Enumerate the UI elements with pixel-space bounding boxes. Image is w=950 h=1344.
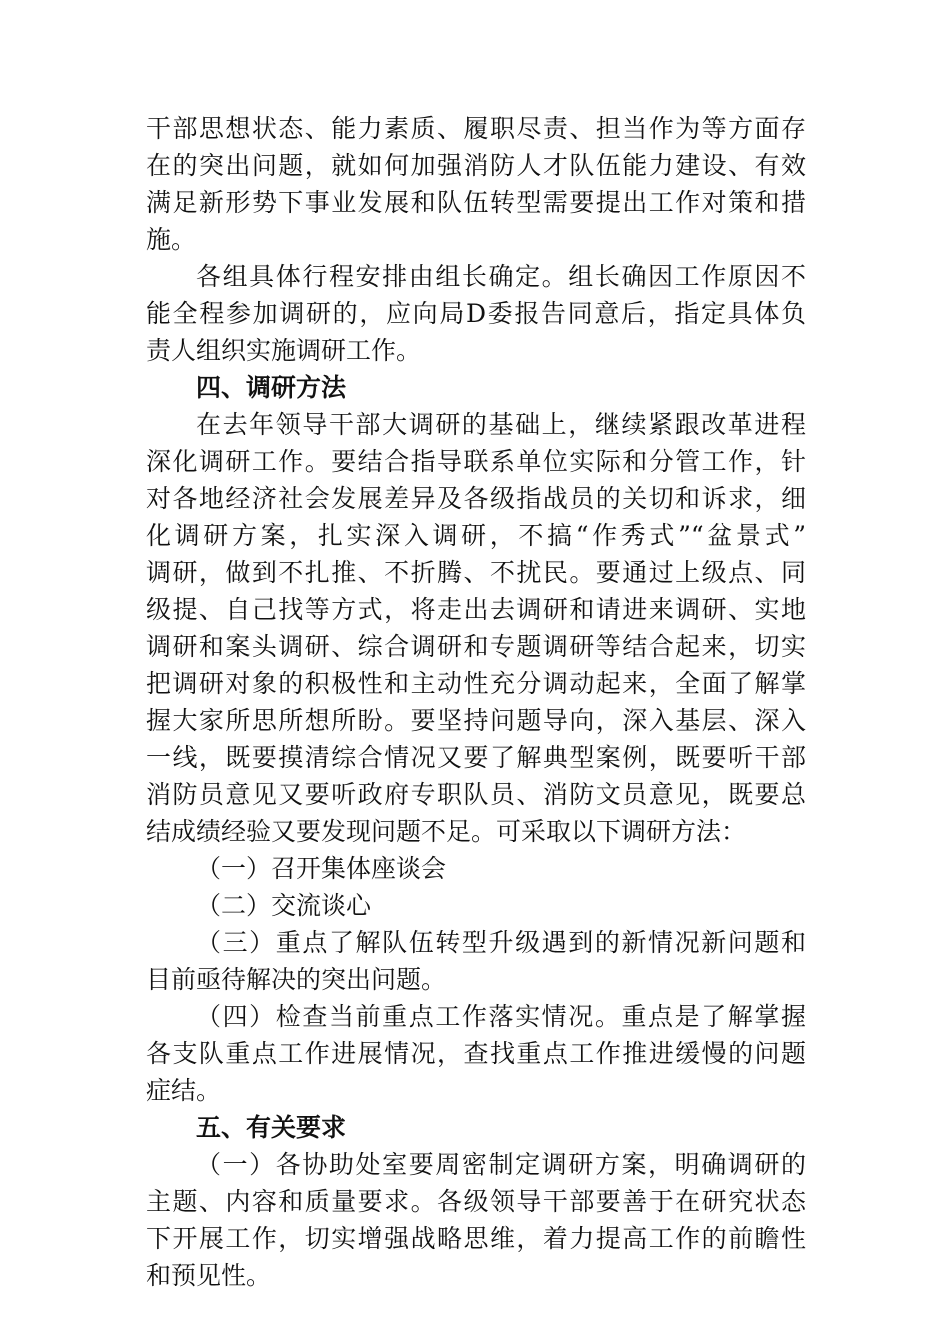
- text-line: 结成绩经验又要发现问题不足。可采取以下调研方法：: [146, 817, 747, 846]
- text-line: 症结。: [146, 1076, 222, 1105]
- requirement-item-1: [146, 1146, 806, 1294]
- text-line: 一线，既要摸清综合情况又要了解典型案例，既要听干部: [146, 743, 806, 772]
- text-line: 化调研方案，扎实深入调研，不搞“作秀式”“盆景式”: [146, 521, 806, 550]
- text-line: 调研，做到不扎推、不折腾、不扰民。要通过上级点、同: [146, 558, 806, 587]
- text-line: 把调研对象的积极性和主动性充分调动起来，全面了解掌: [146, 669, 806, 698]
- text-line: 握大家所思所想所盼。要坚持问题导向，深入基层、深入: [146, 706, 806, 735]
- heading-text: 五、有关要求: [196, 1113, 347, 1142]
- text-line: 干部思想状态、能力素质、履职尽责、担当作为等方面存: [146, 114, 806, 143]
- paragraph-schedule: [146, 258, 806, 369]
- text-line: 目前亟待解决的突出问题。: [146, 965, 447, 994]
- section-heading-requirements: [146, 1109, 806, 1146]
- text-line: 满足新形势下事业发展和队伍转型需要提出工作对策和措: [146, 188, 806, 217]
- text-line: 对各地经济社会发展差异及各级指战员的关切和诉求，细: [146, 484, 806, 513]
- text-line: 深化调研工作。要结合指导联系单位实际和分管工作，针: [146, 447, 806, 476]
- text-line: 在的突出问题，就如何加强消防人才队伍能力建设、有效: [146, 151, 806, 180]
- text-line: 主题、内容和质量要求。各级领导干部要善于在研究状态: [146, 1187, 806, 1216]
- text-line: （一）各协助处室要周密制定调研方案，明确调研的: [196, 1150, 806, 1179]
- method-item-3: [146, 924, 806, 998]
- method-item-2: [146, 887, 806, 924]
- text-line: 消防员意见又要听政府专职队员、消防文员意见，既要总: [146, 780, 806, 809]
- paragraph-methods: [146, 406, 806, 850]
- text-line: 和预见性。: [146, 1261, 272, 1290]
- text-line: 能全程参加调研的，应向局D委报告同意后，指定具体负: [146, 299, 806, 328]
- text-line: 在去年领导干部大调研的基础上，继续紧跟改革进程: [196, 410, 806, 439]
- text-line: （四）检查当前重点工作落实情况。重点是了解掌握: [196, 1002, 806, 1031]
- method-item-1: [146, 850, 806, 887]
- text-line: （三）重点了解队伍转型升级遇到的新情况新问题和: [196, 928, 806, 957]
- method-item-4: [146, 998, 806, 1109]
- text-line: 各支队重点工作进展情况，查找重点工作推进缓慢的问题: [146, 1039, 806, 1068]
- text-line: 各组具体行程安排由组长确定。组长确因工作原因不: [196, 262, 806, 291]
- text-line: 责人组织实施调研工作。: [146, 336, 422, 365]
- text-line: 级提、自己找等方式，将走出去调研和请进来调研、实地: [146, 595, 806, 624]
- section-heading-methods: [146, 369, 806, 406]
- text-line: （二）交流谈心: [196, 891, 372, 920]
- paragraph-continuation: [146, 110, 806, 258]
- text-line: 调研和案头调研、综合调研和专题调研等结合起来，切实: [146, 632, 806, 661]
- document-page: [146, 110, 806, 1294]
- heading-text: 四、调研方法: [196, 373, 347, 402]
- text-line: 下开展工作，切实增强战略思维，着力提高工作的前瞻性: [146, 1224, 806, 1253]
- text-line: 施。: [146, 225, 197, 254]
- text-line: （一）召开集体座谈会: [196, 854, 447, 883]
